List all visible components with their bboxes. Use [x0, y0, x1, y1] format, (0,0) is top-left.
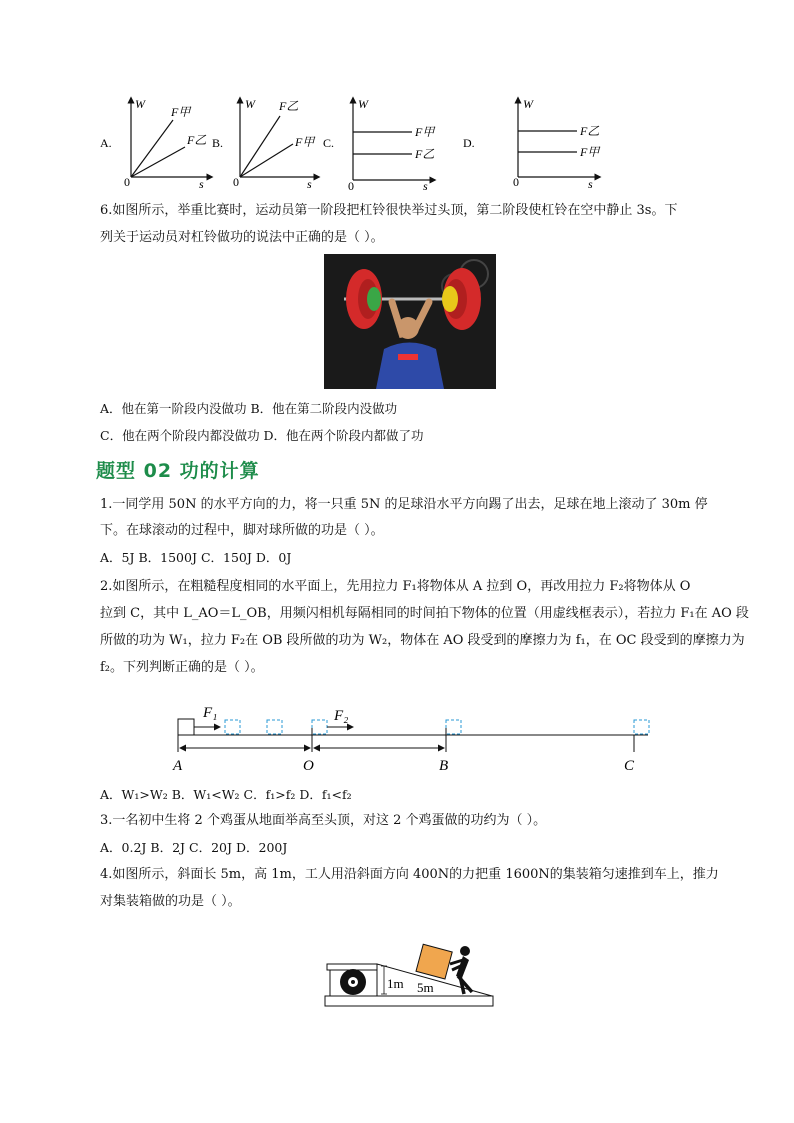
weightlifter-photo: [324, 254, 496, 389]
label-c: C: [624, 758, 635, 774]
label-length: 5m: [417, 980, 434, 995]
graph-b: [212, 97, 317, 191]
q1-line1: 1.一同学用 50N 的水平方向的力，将一只重 5N 的足球沿水平方向踢了出去，足球在地上滚动了 30m 停: [100, 497, 708, 512]
graph-d-origin: 0: [513, 175, 519, 189]
graph-a-bottom: F乙: [187, 133, 207, 147]
label-f2: F₂: [334, 708, 349, 724]
q2-line3: 所做的功为 W₁，拉力 F₂在 OB 段所做的功为 W₂，物体在 AO 段受到的摩擦力为 f₁，在 OC 段受到的摩擦力为: [100, 633, 745, 648]
graph-b-top: F乙: [279, 99, 299, 113]
graph-d-w: W: [523, 97, 533, 111]
graph-b-letter: B.: [212, 136, 224, 150]
q6-line2: 列关于运动员对杠铃做功的说法中正确的是（ ）。: [100, 230, 384, 245]
graph-b-w: W: [245, 97, 255, 111]
graph-options-svg: [95, 92, 615, 192]
label-o: O: [303, 758, 314, 774]
graph-a: [100, 97, 210, 191]
graph-c-letter: C.: [323, 136, 335, 150]
graph-a-top: F甲: [171, 105, 191, 119]
graph-a-w: W: [135, 97, 145, 111]
graph-c-top: F甲: [415, 125, 435, 139]
graph-b-origin: 0: [233, 175, 239, 189]
label-height: 1m: [387, 976, 404, 991]
graph-a-letter: A.: [100, 136, 112, 150]
q4-line2: 对集装箱做的功是（ ）。: [100, 894, 241, 909]
graph-a-origin: 0: [124, 175, 130, 189]
section-title: 题型 02 功的计算: [96, 460, 260, 482]
graph-c-bottom: F乙: [415, 147, 435, 161]
label-a: A: [173, 758, 183, 774]
q6-options-ab: A．他在第一阶段内没做功 B．他在第二阶段内没做功: [100, 401, 398, 416]
q2-line1: 2.如图所示，在粗糙程度相同的水平面上，先用拉力 F₁将物体从 A 拉到 O，再改用拉力 F₂将物体从 O: [100, 579, 691, 594]
q6-options-cd: C．他在两个阶段内都没做功 D．他在两个阶段内都做了功: [100, 428, 424, 443]
label-f1: F₁: [203, 705, 218, 721]
graph-d-letter: D.: [463, 136, 475, 150]
q3-options: A．0.2J B．2J C．20J D．200J: [100, 840, 288, 855]
q1-line2: 下。在球滚动的过程中，脚对球所做的功是（ ）。: [100, 523, 384, 538]
graph-c-origin: 0: [348, 179, 354, 192]
q1-options: A．5J B．1500J C．150J D．0J: [100, 550, 292, 565]
graph-options-row: [95, 92, 615, 192]
motion-diagram: [170, 700, 660, 780]
q2-line4: f₂。下列判断正确的是（ ）。: [100, 660, 264, 675]
graph-d-top: F乙: [580, 124, 600, 138]
q6-line1: 6.如图所示，举重比赛时，运动员第一阶段把杠铃很快举过头顶，第二阶段使杠铃在空中静止 3s。下: [100, 203, 678, 218]
graph-d-s: s: [588, 177, 593, 191]
graph-c-w: W: [358, 97, 368, 111]
graph-a-s: s: [199, 177, 204, 191]
graph-d-bottom: F甲: [580, 145, 600, 159]
graph-c: [323, 97, 436, 192]
graph-b-bottom: F甲: [295, 135, 315, 149]
q4-line1: 4.如图所示，斜面长 5m，高 1m，工人用沿斜面方向 400N的力把重 1600N的集装箱匀速推到车上，推力: [100, 867, 719, 882]
label-b: B: [439, 758, 449, 774]
incline-diagram: [322, 938, 498, 1010]
q2-line2: 拉到 C，其中 L_AO＝L_OB，用频闪相机每隔相同的时间拍下物体的位置（用虚线框表示），若拉力 F₁在 AO 段: [100, 606, 749, 621]
q3-line1: 3.一名初中生将 2 个鸡蛋从地面举高至头顶，对这 2 个鸡蛋做的功约为（ ）。: [100, 813, 547, 828]
graph-d: [463, 97, 601, 191]
graph-c-s: s: [423, 179, 428, 192]
graph-b-s: s: [307, 177, 312, 191]
q2-options: A．W₁>W₂ B．W₁<W₂ C．f₁>f₂ D．f₁<f₂: [100, 787, 352, 802]
